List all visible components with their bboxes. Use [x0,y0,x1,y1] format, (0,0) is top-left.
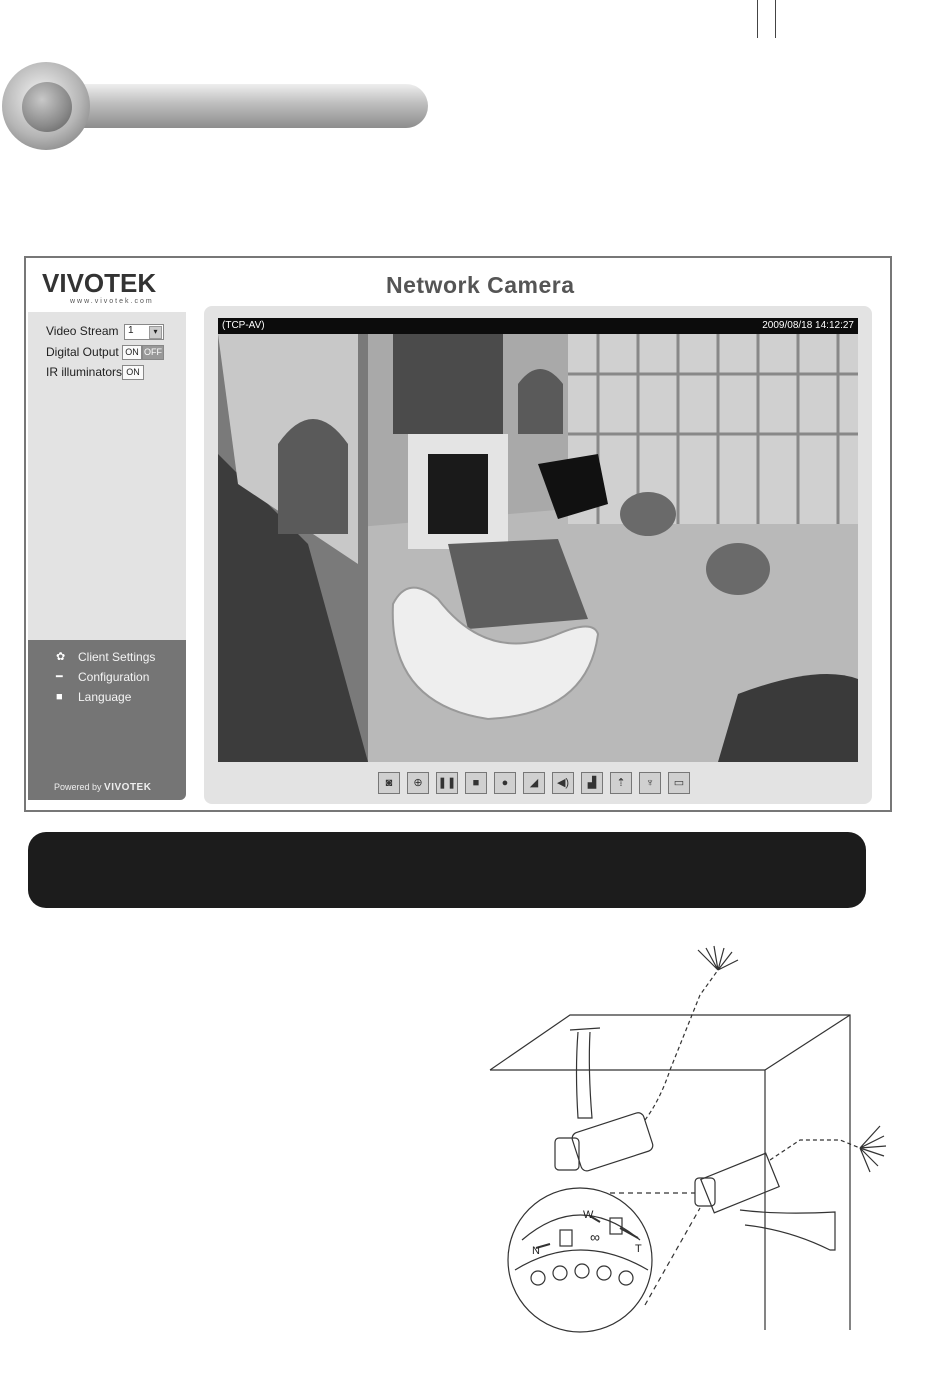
chapter-disc [2,62,90,150]
video-title-bar [218,318,858,334]
stop-icon[interactable]: ■ [465,772,487,794]
camera-snapshot-icon[interactable]: ◙ [378,772,400,794]
digital-output-off-button[interactable]: OFF [142,345,164,360]
camera-installation-illustration [460,940,930,1340]
menu-item-label: Client Settings [78,650,156,664]
crop-mark-right [775,0,776,38]
video-stream-label: Video Stream [46,324,119,338]
logo-brand: VIVOTEK [42,268,157,298]
volume-icon[interactable]: ◀) [552,772,574,794]
live-video-feed[interactable] [218,334,858,762]
room-scene-image [218,334,858,762]
vivotek-logo [42,268,202,308]
microphone-icon[interactable]: ♆ [639,772,661,794]
talk-icon[interactable]: ▟ [581,772,603,794]
zoom-icon[interactable]: ⊕ [407,772,429,794]
wrench-icon: ━ [56,671,63,683]
menu-item-label: Configuration [78,670,150,684]
live-view-panel [204,306,872,804]
digital-zoom-icon[interactable]: ◢ [523,772,545,794]
digital-output-label: Digital Output [46,345,119,359]
video-stream-value: 1 [128,325,134,336]
stream-timestamp: 2009/08/18 14:12:27 [762,320,854,331]
label-infinity: ∞ [590,1229,600,1245]
video-stream-row [46,324,119,338]
page-title: Network Camera [386,272,575,298]
powered-by-label: Powered by [54,782,102,792]
chapter-header-bar [0,60,430,150]
powered-by [54,782,151,793]
record-icon[interactable]: ● [494,772,516,794]
upload-icon[interactable]: ⇡ [610,772,632,794]
chevron-down-icon[interactable]: ▾ [149,326,162,339]
crop-mark-left [757,0,758,38]
fullscreen-icon[interactable]: ▭ [668,772,690,794]
speech-bubble-icon: ■ [56,691,63,703]
pause-icon[interactable]: ❚❚ [436,772,458,794]
network-camera-screenshot [24,256,892,812]
label-tele: T [635,1243,642,1255]
ir-on-button[interactable]: ON [122,365,144,380]
ir-illuminators-label: IR illuminators [46,365,123,379]
section-banner [28,832,866,908]
installation-drawing [460,940,930,1340]
ir-row [46,365,122,379]
stream-protocol: (TCP-AV) [222,320,265,331]
chapter-disc-inner [22,82,72,132]
settings-menu [28,640,186,800]
powered-by-brand: VIVOTEK [104,782,152,793]
digital-output-on-button[interactable]: ON [122,345,142,360]
menu-item-label: Language [78,690,132,704]
gear-icon: ✿ [56,651,66,663]
digital-output-row [46,345,119,359]
logo-url: www.vivotek.com [70,298,154,305]
label-near: N [532,1245,540,1257]
video-stream-select[interactable] [124,324,164,340]
chapter-bar [40,84,428,128]
label-wide: W [583,1209,594,1221]
